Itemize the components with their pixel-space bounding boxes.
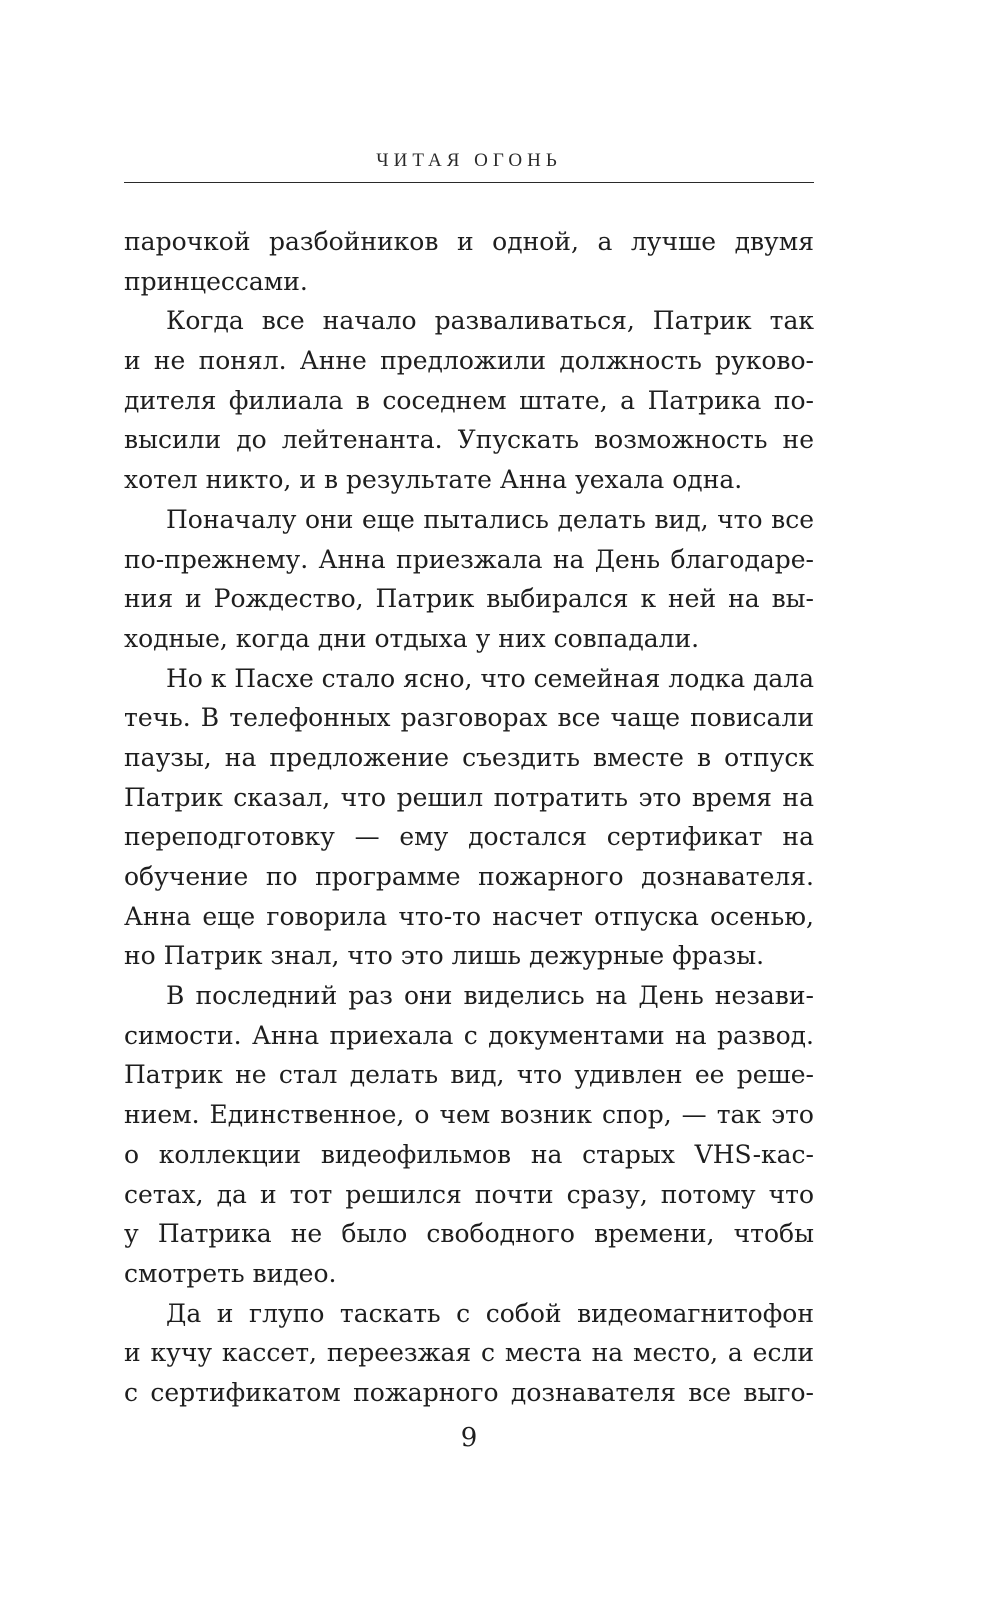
text-line: Да и глупо таскать с собой видеомагнитофон xyxy=(166,1298,814,1328)
text-line: Патрик не стал делать вид, что удивлен ее реше- xyxy=(124,1060,814,1090)
text-line: нием. Единственное, о чем возник спор, — так это xyxy=(124,1100,814,1130)
text-line: Но к Пасхе стало ясно, что семейная лодка дала xyxy=(166,663,814,693)
text-line: с сертификатом пожарного дознавателя все выго- xyxy=(124,1377,814,1407)
text-line: но Патрик знал, что это лишь дежурные фразы. xyxy=(124,941,765,971)
text-line: высили до лейтенанта. Упускать возможность не xyxy=(124,425,814,455)
text-line: ходные, когда дни отдыха у них совпадали. xyxy=(124,623,700,653)
text-line: и кучу кассет, переезжая с места на место, а если xyxy=(124,1338,814,1368)
text-line: Когда все начало разваливаться, Патрик так xyxy=(166,306,814,336)
text-line: хотел никто, и в результате Анна уехала одна. xyxy=(124,465,743,495)
text-line: течь. В телефонных разговорах все чаще повисали xyxy=(124,703,814,733)
text-line: сетах, да и тот решился почти сразу, потому что xyxy=(124,1179,814,1209)
text-line: паузы, на предложение съездить вместе в отпуск xyxy=(124,742,814,772)
text-line: принцессами. xyxy=(124,266,308,296)
text-line: смотреть видео. xyxy=(124,1258,337,1288)
text-line: дителя филиала в соседнем штате, а Патрика по- xyxy=(124,385,814,415)
text-line: симости. Анна приехала с документами на развод. xyxy=(124,1020,814,1050)
body-text xyxy=(124,222,814,1413)
text-line: Анна еще говорила что-то насчет отпуска осенью, xyxy=(124,901,814,931)
text-line: обучение по программе пожарного дознавателя. xyxy=(124,862,814,891)
text-line: Поначалу они еще пытались делать вид, что все xyxy=(166,504,814,534)
text-line: Патрик сказал, что решил потратить это время на xyxy=(124,782,814,812)
text-line: ния и Рождество, Патрик выбирался к ней на вы- xyxy=(124,584,814,614)
text-line: и не понял. Анне предложили должность руково- xyxy=(124,346,814,376)
text-line: у Патрика не было свободного времени, чтобы xyxy=(124,1219,814,1249)
header-divider xyxy=(124,182,814,183)
running-header: ЧИТАЯ ОГОНЬ xyxy=(376,150,562,171)
text-line: о коллекции видеофильмов на старых VHS-кас- xyxy=(124,1139,814,1169)
text-line: по-прежнему. Анна приезжала на День благодаре- xyxy=(124,544,814,574)
text-line: В последний раз они виделись на День незави- xyxy=(166,981,814,1011)
text-line: парочкой разбойников и одной, а лучше двумя xyxy=(124,227,814,256)
page-number: 9 xyxy=(460,1423,478,1453)
text-line: переподготовку — ему достался сертификат на xyxy=(124,822,814,852)
